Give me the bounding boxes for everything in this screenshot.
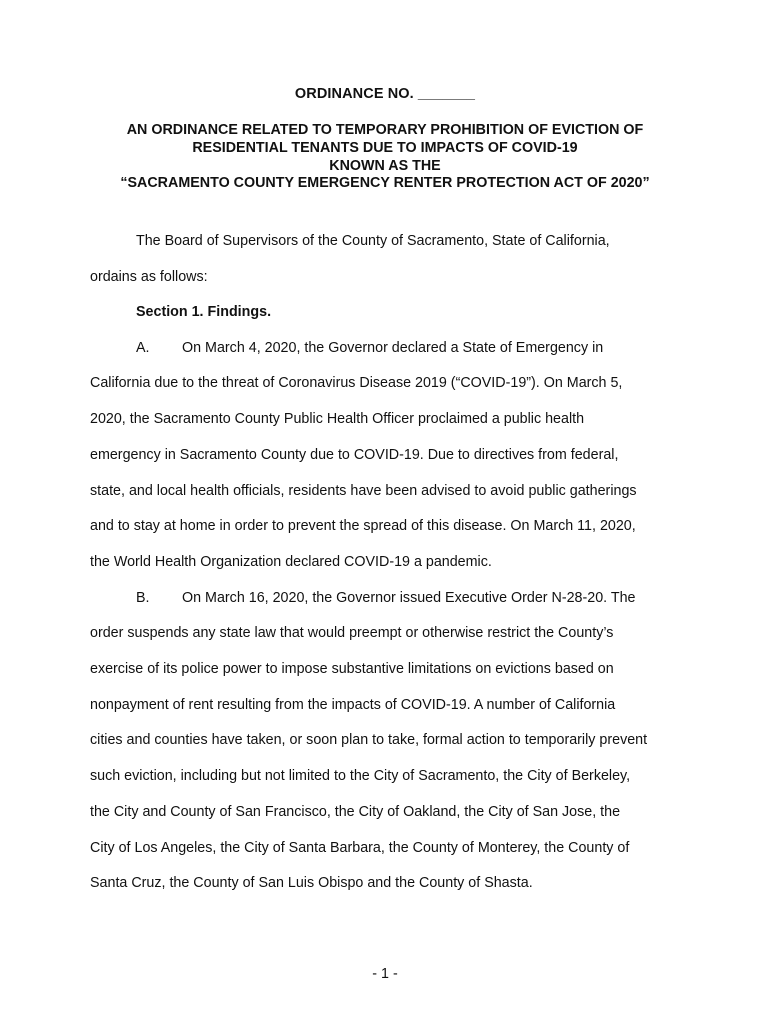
title-line: AN ORDINANCE RELATED TO TEMPORARY PROHIBITION OF EVICTION OF <box>126 122 644 138</box>
title-line: RESIDENTIAL TENANTS DUE TO IMPACTS OF COVID-19 <box>192 139 578 156</box>
text-line: order suspends any state law that would preempt or otherwise restrict the County’s <box>90 625 614 642</box>
text-line: The Board of Supervisors of the County of Sacramento, State of California, <box>136 233 610 249</box>
title-line: “SACRAMENTO COUNTY EMERGENCY RENTER PROTECTION ACT OF 2020” <box>120 175 650 192</box>
text-line: On March 16, 2020, the Governor issued Executive Order N-28-20. The <box>182 589 636 606</box>
title-line: KNOWN AS THE <box>329 157 441 174</box>
text-line: Santa Cruz, the County of San Luis Obispo and the County of Shasta. <box>90 875 533 892</box>
findings-section <box>90 295 690 902</box>
paragraph-first-line <box>90 581 690 617</box>
text-line: the City and County of San Francisco, the City of Oakland, the City of San Jose, the <box>90 803 621 820</box>
paragraph-first-line <box>90 331 690 367</box>
text-line: nonpayment of rent resulting from the impacts of COVID-19. A number of California <box>90 696 616 713</box>
paragraph-a <box>90 331 690 581</box>
text-line: On March 4, 2020, the Governor declared a State of Emergency in <box>182 339 604 356</box>
ordinance-title <box>60 122 710 193</box>
ordinance-number-heading: ORDINANCE NO. _______ <box>294 86 476 102</box>
text-line: California due to the threat of Coronavirus Disease 2019 (“COVID-19”). On March 5, <box>90 375 623 392</box>
text-line: City of Los Angeles, the City of Santa Barbara, the County of Monterey, the County of <box>90 839 630 856</box>
text-line: exercise of its police power to impose substantive limitations on evictions based on <box>90 661 614 678</box>
enacting-clause <box>90 224 690 295</box>
paragraph-marker: A. <box>136 339 150 356</box>
text-line: 2020, the Sacramento County Public Health Officer proclaimed a public health <box>90 411 585 428</box>
text-line: emergency in Sacramento County due to COVID-19. Due to directives from federal, <box>90 446 619 463</box>
text-line: ordains as follows: <box>90 268 208 285</box>
paragraph-marker: B. <box>136 589 150 606</box>
text-line: the World Health Organization declared COVID-19 a pandemic. <box>90 553 492 570</box>
text-line: such eviction, including but not limited to the City of Sacramento, the City of Berkeley, <box>90 768 631 785</box>
paragraph-b <box>90 581 690 902</box>
text-line: state, and local health officials, residents have been advised to avoid public gatherings <box>90 482 637 499</box>
page-number: - 1 - <box>372 966 398 982</box>
text-line: cities and counties have taken, or soon plan to take, formal action to temporarily prevent <box>90 732 648 749</box>
text-line: and to stay at home in order to prevent the spread of this disease. On March 11, 2020, <box>90 518 636 535</box>
section-heading: Section 1. Findings. <box>136 304 272 320</box>
